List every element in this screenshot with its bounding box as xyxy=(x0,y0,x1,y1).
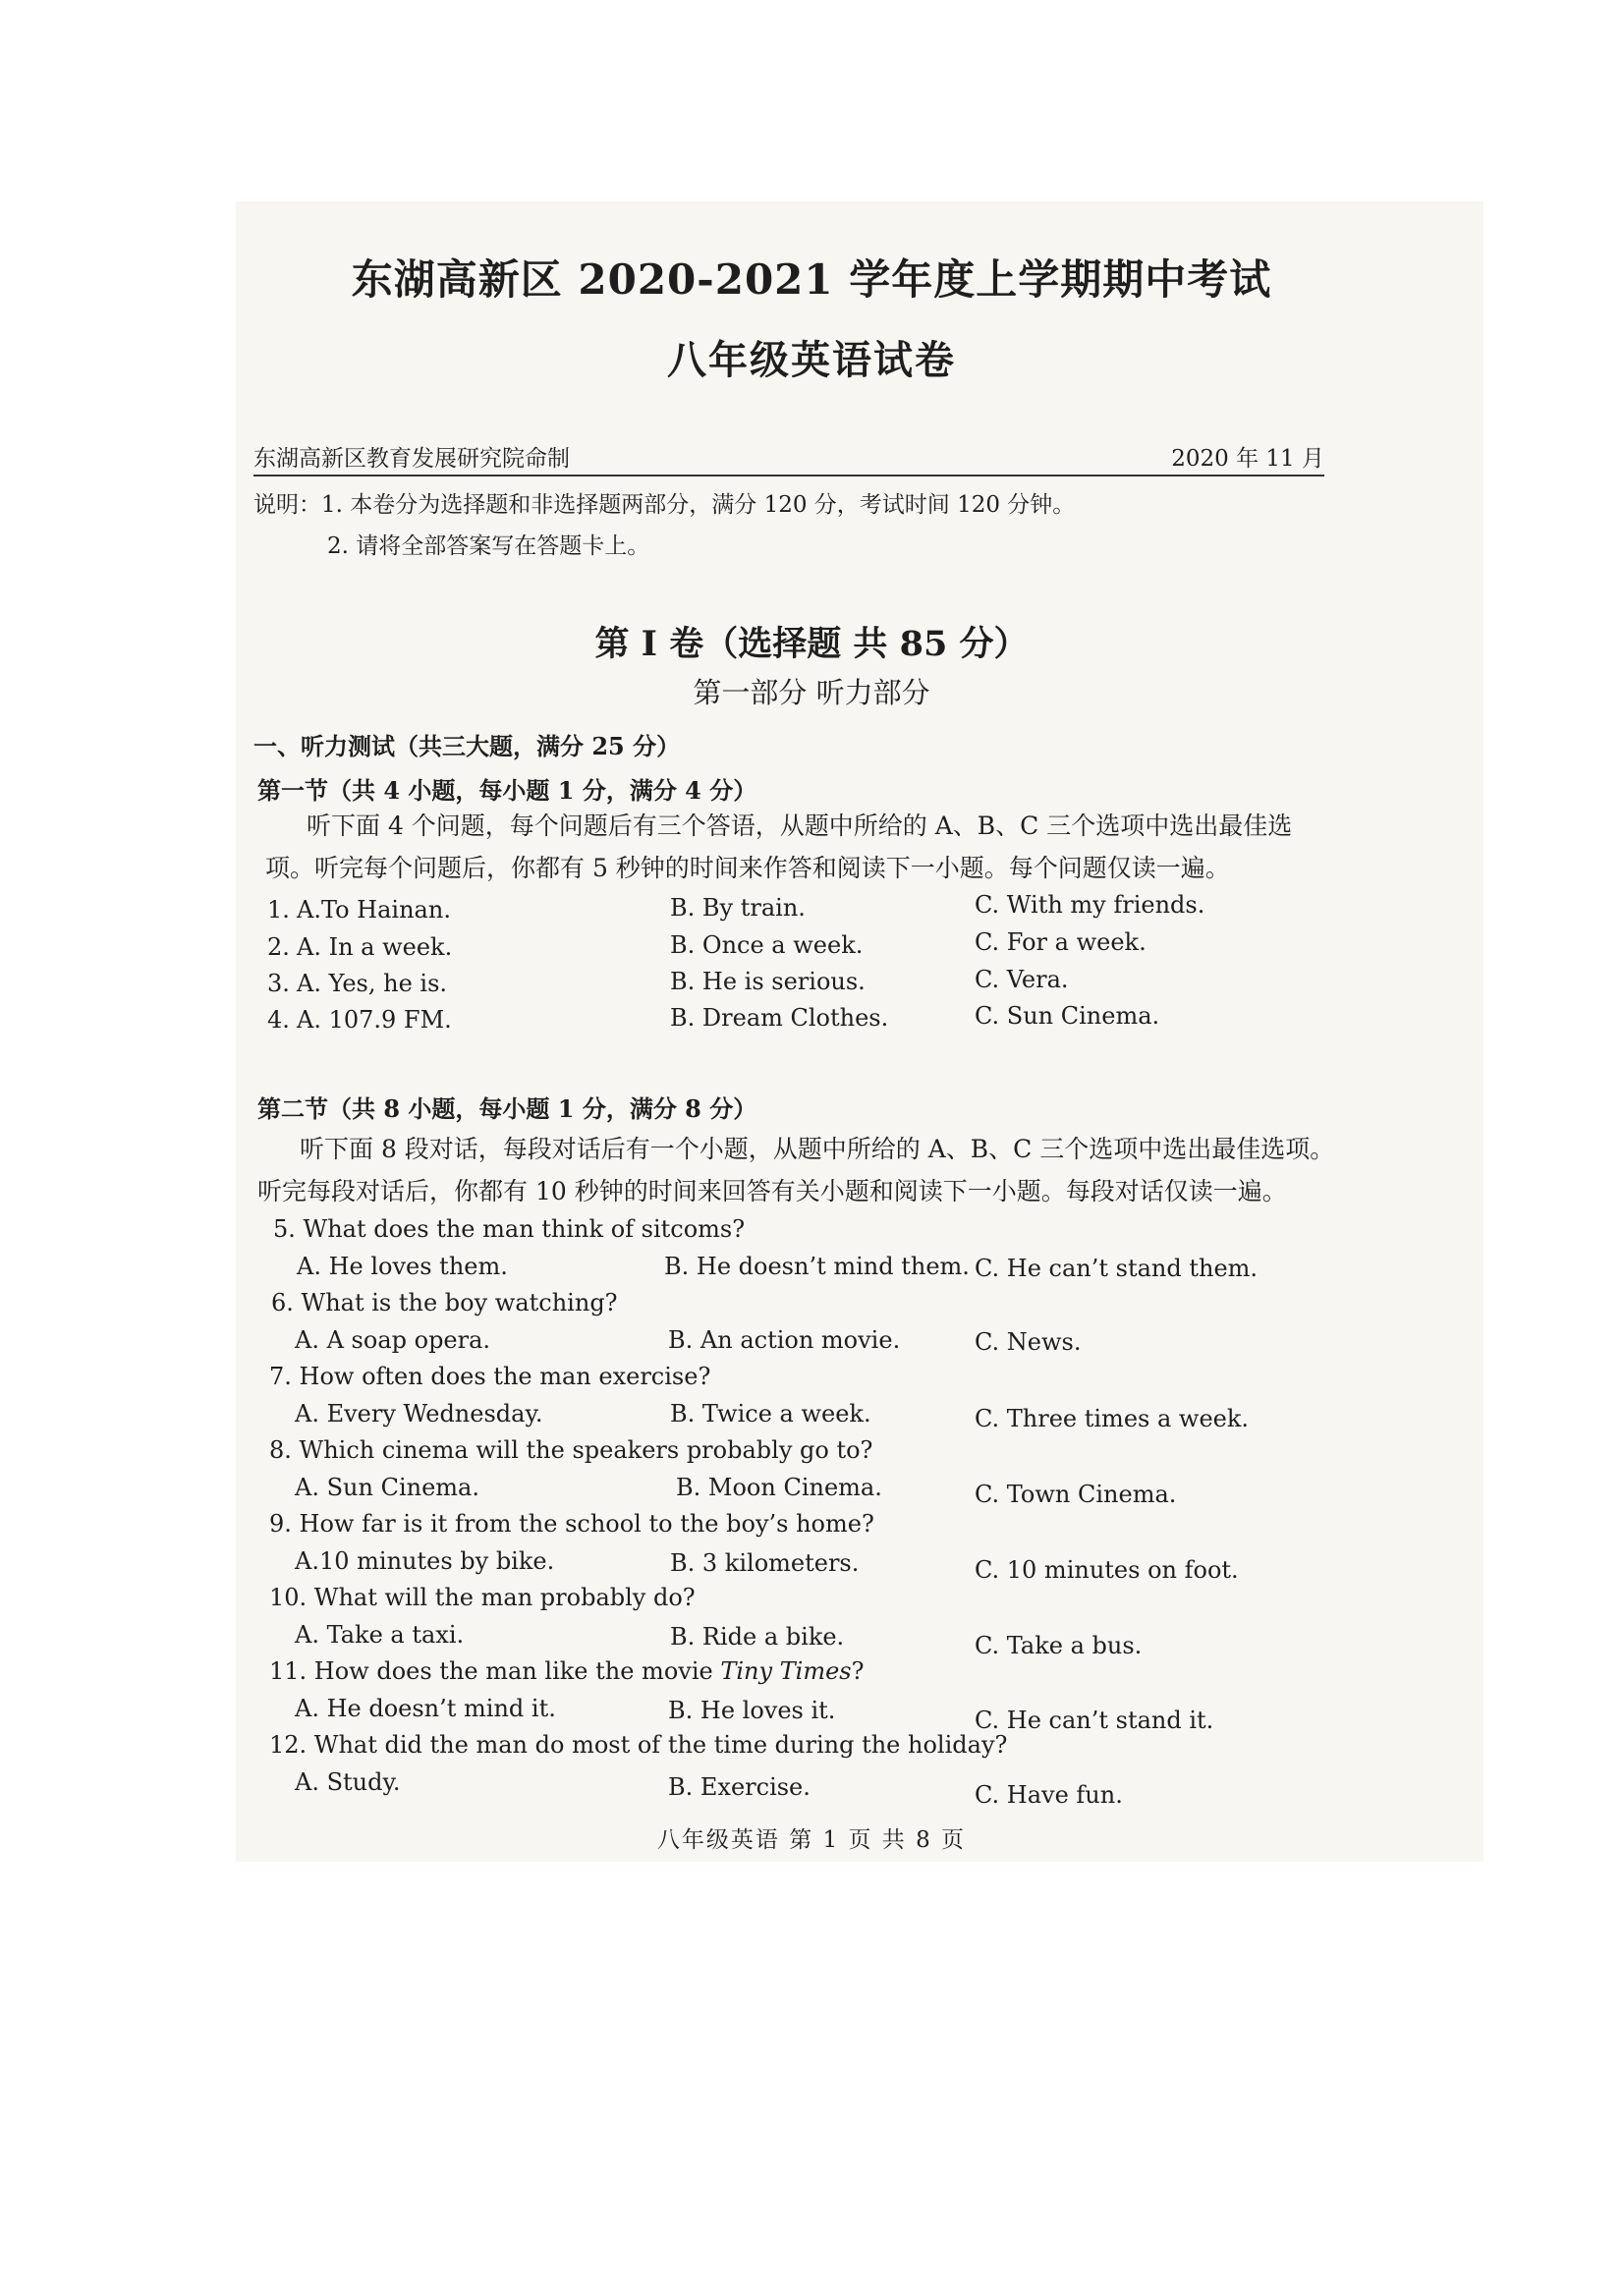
option-b: B. Once a week. xyxy=(670,931,864,959)
issuer: 东湖高新区教育发展研究院命制 xyxy=(253,446,570,472)
subsection-2-heading: 第二节（共 8 小题，每小题 1 分，满分 8 分） xyxy=(257,1094,757,1123)
option-b: B. He doesn’t mind them. xyxy=(664,1253,970,1280)
question-10: 10. What will the man probably do? xyxy=(269,1584,696,1611)
question-12: 12. What did the man do most of the time during the holiday? xyxy=(269,1731,1008,1759)
subsection-2-instruction-1: 听下面 8 段对话，每段对话后有一个小题，从题中所给的 A、B、C 三个选项中选出最佳选项。 xyxy=(300,1135,1335,1163)
option-a: A. Take a taxi. xyxy=(295,1621,465,1649)
part-title: 第一部分 听力部分 xyxy=(693,676,930,709)
option-c: C. He can’t stand them. xyxy=(975,1255,1259,1282)
option-a: A. Every Wednesday. xyxy=(295,1400,543,1428)
note-2: 2. 请将全部答案写在答题卡上。 xyxy=(327,533,650,559)
item-number: 4. xyxy=(267,1006,290,1034)
note-1: 说明：1. 本卷分为选择题和非选择题两部分，满分 120 分，考试时间 120 分钟。 xyxy=(253,492,1076,518)
option-b: B. Ride a bike. xyxy=(670,1623,845,1651)
subsection-2-instruction-2: 听完每段对话后，你都有 10 秒钟的时间来回答有关小题和阅读下一小题。每段对话仅读一遍。 xyxy=(257,1177,1287,1205)
option-c: C. Three times a week. xyxy=(975,1405,1250,1432)
subsection-1-heading: 第一节（共 4 小题，每小题 1 分，满分 4 分） xyxy=(257,776,757,805)
item-number: 1. xyxy=(267,896,290,924)
question-6: 6. What is the boy watching? xyxy=(271,1289,618,1316)
question-11-mark: ? xyxy=(851,1657,865,1685)
item-number: 3. xyxy=(267,970,290,997)
option-a: A. He loves them. xyxy=(297,1253,508,1280)
option-b: B. Exercise. xyxy=(668,1773,811,1801)
option-a: A. A soap opera. xyxy=(295,1326,491,1354)
option-c: C. For a week. xyxy=(975,928,1147,956)
option-c: C. Have fun. xyxy=(975,1781,1123,1809)
option-c: C. 10 minutes on foot. xyxy=(975,1556,1239,1584)
page-footer: 八年级英语 第 1 页 共 8 页 xyxy=(656,1827,967,1853)
subsection-1-instruction-2: 项。听完每个问题后，你都有 5 秒钟的时间来作答和阅读下一小题。每个问题仅读一遍。 xyxy=(265,854,1230,882)
issuer-row xyxy=(253,440,1324,476)
option-c: C. News. xyxy=(975,1328,1082,1356)
item-number: 2. xyxy=(267,933,290,961)
option-c: C. Sun Cinema. xyxy=(975,1002,1160,1030)
question-5: 5. What does the man think of sitcoms? xyxy=(273,1215,746,1243)
option-a: A. Yes, he is. xyxy=(297,970,448,997)
listening-heading: 一、听力测试（共三大题，满分 25 分） xyxy=(253,732,681,760)
option-b: B. Moon Cinema. xyxy=(676,1474,882,1501)
option-b: B. Dream Clothes. xyxy=(670,1004,889,1032)
option-b: B. He loves it. xyxy=(668,1697,836,1724)
question-7: 7. How often does the man exercise? xyxy=(269,1363,711,1390)
question-11-text: 11. How does the man like the movie xyxy=(269,1657,721,1685)
exam-subtitle: 八年级英语试卷 xyxy=(667,337,956,383)
option-b: B. An action movie. xyxy=(668,1326,901,1354)
question-8: 8. Which cinema will the speakers probably go to? xyxy=(269,1436,873,1464)
option-c: C. With my friends. xyxy=(975,891,1205,919)
option-b: B. By train. xyxy=(670,894,806,922)
option-c: C. He can’t stand it. xyxy=(975,1707,1214,1734)
option-a: A. In a week. xyxy=(297,933,453,961)
subsection-1-instruction-1: 听下面 4 个问题，每个问题后有三个答语，从题中所给的 A、B、C 三个选项中选出最佳选 xyxy=(307,812,1293,840)
option-c: C. Take a bus. xyxy=(975,1632,1143,1659)
option-c: C. Town Cinema. xyxy=(975,1481,1177,1508)
exam-date: 2020 年 11 月 xyxy=(1171,446,1324,472)
option-b: B. Twice a week. xyxy=(670,1400,871,1428)
option-b: B. 3 kilometers. xyxy=(670,1549,860,1577)
option-a: A.10 minutes by bike. xyxy=(295,1547,555,1575)
exam-title: 东湖高新区 2020-2021 学年度上学期期中考试 xyxy=(351,255,1272,304)
question-11 xyxy=(269,1657,865,1685)
question-9: 9. How far is it from the school to the boy’s home? xyxy=(269,1510,874,1538)
option-a: A. Sun Cinema. xyxy=(295,1474,479,1501)
option-a: A. 107.9 FM. xyxy=(297,1006,452,1034)
section-title: 第 I 卷（选择题 共 85 分） xyxy=(594,624,1029,664)
option-a: A. Study. xyxy=(295,1768,401,1796)
option-c: C. Vera. xyxy=(975,966,1069,993)
movie-title: Tiny Times xyxy=(720,1657,852,1685)
option-b: B. He is serious. xyxy=(670,968,866,995)
option-a: A.To Hainan. xyxy=(297,896,451,924)
option-a: A. He doesn’t mind it. xyxy=(295,1695,556,1722)
